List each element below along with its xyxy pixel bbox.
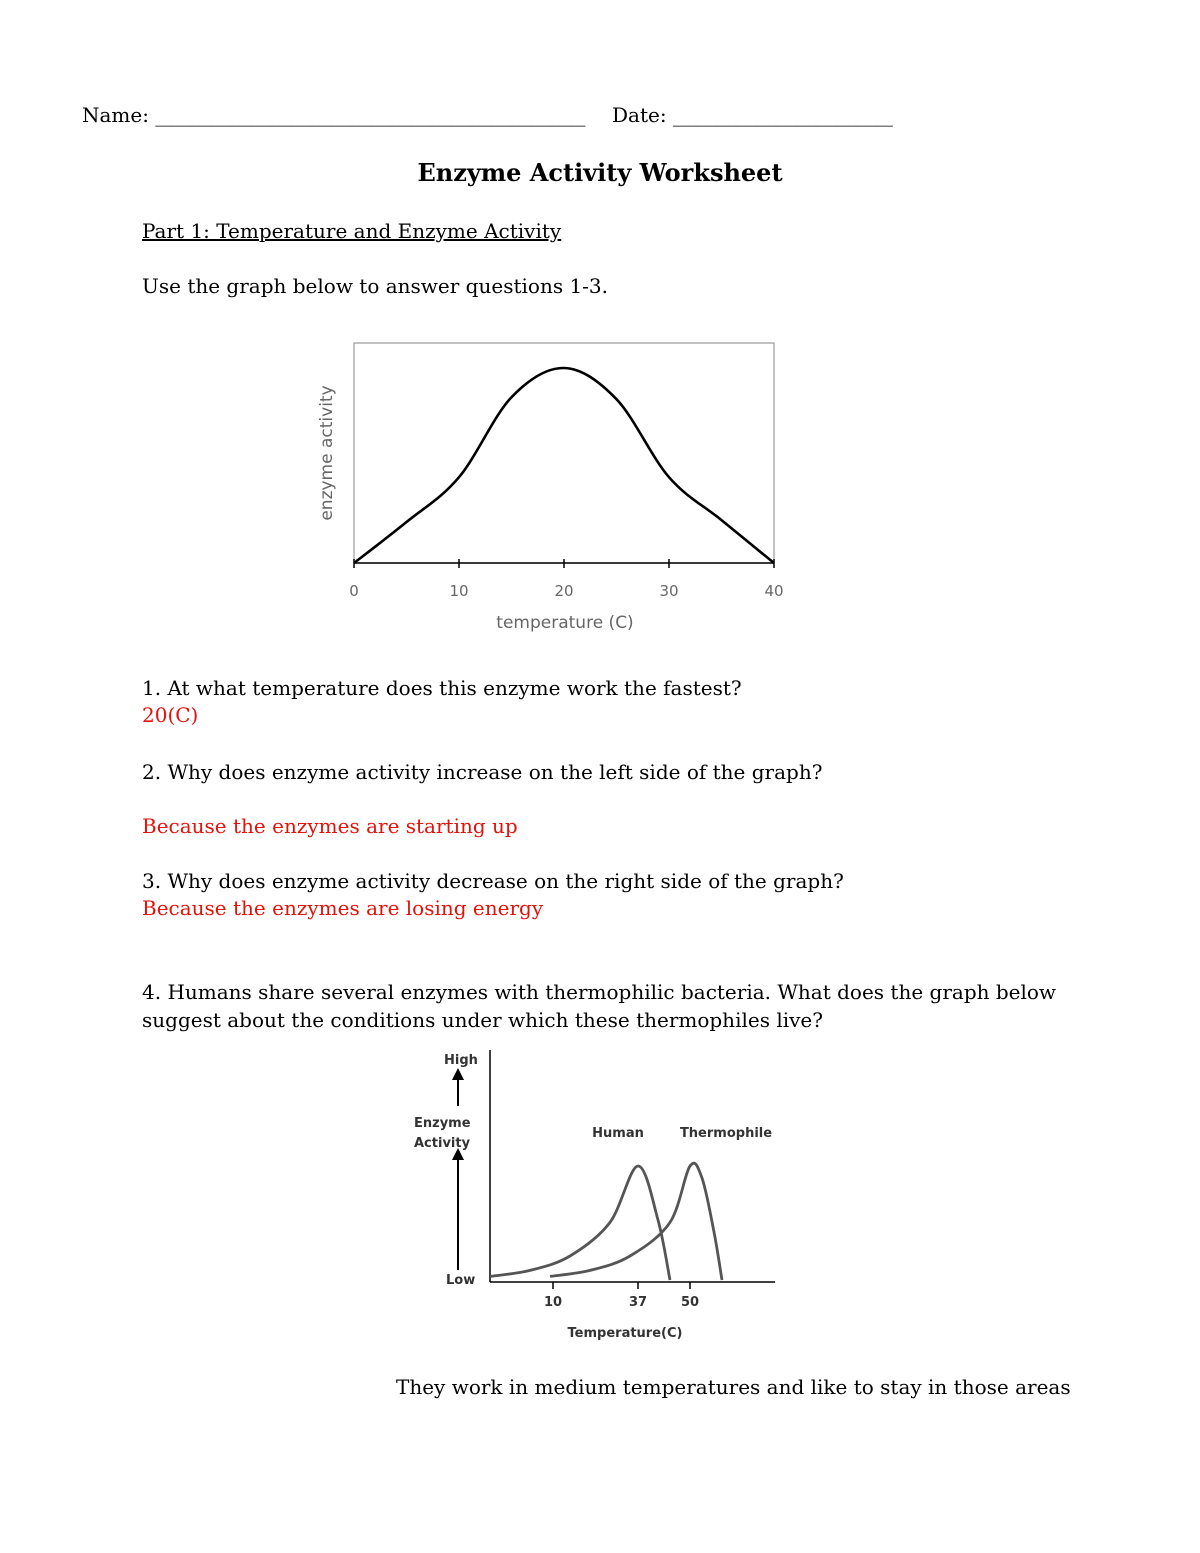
chart1-frame — [354, 343, 774, 563]
enzyme-activity-chart — [300, 330, 800, 640]
answer-1: 20(C) — [142, 703, 199, 727]
question-4-line2: suggest about the conditions under which these thermophiles live? — [142, 1008, 823, 1032]
chart2-x-tick-label: 10 — [543, 1295, 563, 1310]
legend-thermophile: Thermophile — [679, 1126, 773, 1141]
chart1-x-label: temperature (C) — [496, 613, 634, 633]
chart1-x-tick-label: 40 — [764, 582, 784, 600]
chart1-x-tick-label: 20 — [554, 582, 574, 600]
part1-heading: Part 1: Temperature and Enzyme Activity — [142, 219, 562, 243]
legend-human: Human — [592, 1126, 644, 1141]
question-1: 1. At what temperature does this enzyme work the fastest? — [142, 676, 742, 700]
chart1-x-tick-label: 10 — [449, 582, 469, 600]
answer-3: Because the enzymes are losing energy — [142, 896, 544, 920]
y-tick-low: Low — [446, 1273, 476, 1288]
chart2-x-tick-label: 37 — [628, 1295, 648, 1310]
chart2-thermophile-curve — [550, 1163, 722, 1280]
part1-instruction: Use the graph below to answer questions 1-3. — [142, 274, 609, 298]
chart1-x-tick-label: 30 — [659, 582, 679, 600]
question-3: 3. Why does enzyme activity decrease on the right side of the graph? — [142, 869, 844, 893]
chart2-x-tick-label: 50 — [680, 1295, 700, 1310]
answer-2: Because the enzymes are starting up — [142, 814, 518, 838]
question-2: 2. Why does enzyme activity increase on the left side of the graph? — [142, 760, 823, 784]
chart1-y-label: enzyme activity — [317, 385, 337, 521]
chart2-human-curve — [490, 1166, 670, 1280]
name-field-label: Name: ___________________________________________ — [82, 103, 586, 127]
chart2-y-label-word2: Activity — [414, 1136, 471, 1151]
chart1-x-tick-label: 0 — [349, 582, 359, 600]
human-thermophile-chart — [400, 1040, 800, 1350]
date-field-label: Date: ______________________ — [612, 103, 893, 127]
y-tick-high: High — [444, 1053, 478, 1068]
chart2-y-label-word1: Enzyme — [414, 1116, 471, 1131]
page-title: Enzyme Activity Worksheet — [417, 158, 783, 187]
chart1-series-line — [354, 368, 774, 563]
question-4-line1: 4. Humans share several enzymes with thermophilic bacteria. What does the graph below — [142, 980, 1057, 1004]
answer-4: They work in medium temperatures and like to stay in those areas — [396, 1375, 1071, 1399]
chart2-x-label: Temperature(C) — [567, 1326, 683, 1341]
